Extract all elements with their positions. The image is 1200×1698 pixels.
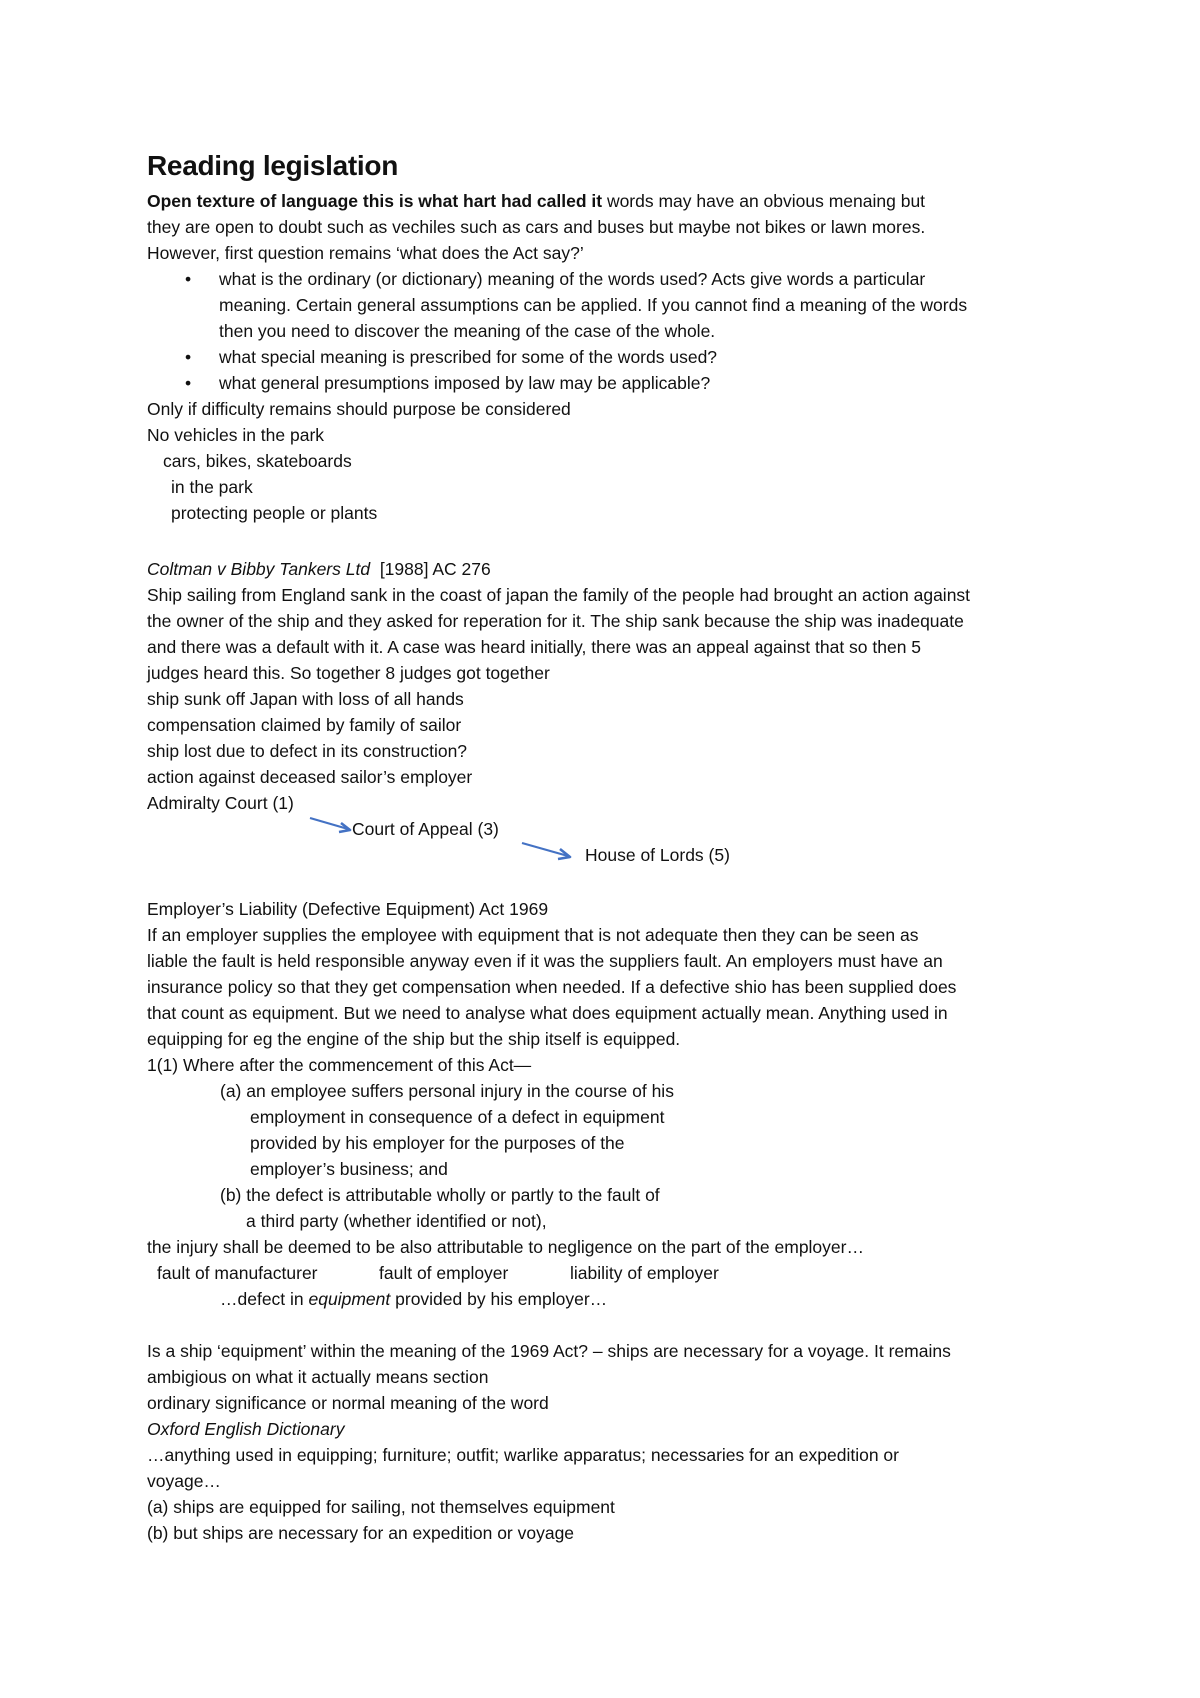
case-section bbox=[147, 556, 1077, 816]
act-para-line: insurance policy so that they get compensation when needed. If a defective shio has been supplied does bbox=[147, 977, 957, 997]
act-para-line: that count as equipment. But we need to analyse what does equipment actually mean. Anything used in bbox=[147, 1003, 948, 1023]
court-admiralty: Admiralty Court (1) bbox=[147, 793, 294, 813]
act-clause-a: employment in consequence of a defect in equipment bbox=[250, 1107, 665, 1127]
act-clause-b: (b) the defect is attributable wholly or partly to the fault of bbox=[220, 1185, 660, 1205]
case-para-line: Ship sailing from England sank in the coast of japan the family of the people had brought an action against bbox=[147, 585, 971, 605]
bullet-list bbox=[147, 266, 1077, 396]
question-line: ordinary significance or normal meaning of the word bbox=[147, 1393, 549, 1413]
bullet-dot: • bbox=[185, 347, 192, 367]
intro-bold-lead: Open texture of language this is what hart had called it bbox=[147, 191, 603, 211]
act-section bbox=[147, 896, 1077, 1312]
question-line: ambigious on what it actually means section bbox=[147, 1367, 489, 1387]
point-a: (a) ships are equipped for sailing, not themselves equipment bbox=[147, 1497, 615, 1517]
case-fact: action against deceased sailor’s employer bbox=[147, 767, 473, 787]
intro-line: they are open to doubt such as vechiles such as cars and buses but maybe not bikes or lawn mores. bbox=[147, 217, 926, 237]
case-para-line: the owner of the ship and they asked for reperation for it. The ship sank because the ship was inadequate bbox=[147, 611, 964, 631]
act-clause-a: (a) an employee suffers personal injury in the course of his bbox=[220, 1081, 674, 1101]
purpose-line: No vehicles in the park bbox=[147, 425, 325, 445]
act-para-line: If an employer supplies the employee with equipment that is not adequate then they can be seen as bbox=[147, 925, 919, 945]
act-section-1: 1(1) Where after the commencement of this Act— bbox=[147, 1055, 532, 1075]
case-name: Coltman v Bibby Tankers Ltd bbox=[147, 559, 371, 579]
arrow-icon bbox=[308, 812, 354, 836]
bullet-item bbox=[147, 344, 1077, 370]
intro-line: However, first question remains ‘what does the Act say?’ bbox=[147, 243, 584, 263]
case-para-line: and there was a default with it. A case was heard initially, there was an appeal against that so then 5 bbox=[147, 637, 922, 657]
fault-row bbox=[147, 1260, 1077, 1286]
act-clause-a: employer’s business; and bbox=[250, 1159, 448, 1179]
bullet-line: meaning. Certain general assumptions can be applied. If you cannot find a meaning of the words bbox=[219, 295, 968, 315]
purpose-line: Only if difficulty remains should purpose be considered bbox=[147, 399, 571, 419]
case-citation: [1988] AC 276 bbox=[379, 559, 491, 579]
act-para-line: liable the fault is held responsible anyway even if it was the suppliers fault. An employers must have an bbox=[147, 951, 943, 971]
purpose-section bbox=[147, 396, 1077, 526]
defect-pre: …defect in bbox=[220, 1289, 309, 1309]
court-lords: House of Lords (5) bbox=[585, 845, 730, 865]
oed-title: Oxford English Dictionary bbox=[147, 1419, 345, 1439]
bullet-line: what general presumptions imposed by law may be applicable? bbox=[219, 373, 711, 393]
act-clause-a: provided by his employer for the purposes of the bbox=[250, 1133, 625, 1153]
act-clause-b: a third party (whether identified or not), bbox=[246, 1211, 547, 1231]
case-para-line: judges heard this. So together 8 judges got together bbox=[147, 663, 550, 683]
case-fact: compensation claimed by family of sailor bbox=[147, 715, 462, 735]
defect-equipment: equipment bbox=[308, 1289, 391, 1309]
oed-definition: voyage… bbox=[147, 1471, 221, 1491]
court-appeal: Court of Appeal (3) bbox=[352, 819, 499, 839]
bullet-item bbox=[147, 266, 1077, 344]
oed-definition: …anything used in equipping; furniture; outfit; warlike apparatus; necessaries for an expedition or bbox=[147, 1445, 899, 1465]
bullet-line: what is the ordinary (or dictionary) meaning of the words used? Acts give words a particular bbox=[219, 269, 926, 289]
intro-rest: words may have an obvious menaing but bbox=[602, 191, 926, 211]
act-para-line: equipping for eg the engine of the ship but the ship itself is equipped. bbox=[147, 1029, 681, 1049]
bullet-dot: • bbox=[185, 373, 192, 393]
act-conclusion: the injury shall be deemed to be also attributable to negligence on the part of the employer… bbox=[147, 1237, 864, 1257]
purpose-line: protecting people or plants bbox=[171, 503, 378, 523]
page-title: Reading legislation bbox=[147, 150, 399, 181]
case-fact: ship lost due to defect in its construction? bbox=[147, 741, 468, 761]
bullet-dot: • bbox=[185, 269, 192, 289]
point-b: (b) but ships are necessary for an expedition or voyage bbox=[147, 1523, 575, 1543]
question-line: Is a ship ‘equipment’ within the meaning of the 1969 Act? – ships are necessary for a voyage. It remains bbox=[147, 1341, 951, 1361]
fault-item: liability of employer bbox=[570, 1263, 719, 1283]
purpose-line: cars, bikes, skateboards bbox=[163, 451, 352, 471]
act-title: Employer’s Liability (Defective Equipment) Act 1969 bbox=[147, 899, 549, 919]
purpose-line: in the park bbox=[171, 477, 253, 497]
case-fact: ship sunk off Japan with loss of all hands bbox=[147, 689, 464, 709]
intro-paragraph bbox=[147, 188, 1077, 266]
fault-item: fault of employer bbox=[379, 1263, 509, 1283]
fault-item: fault of manufacturer bbox=[157, 1263, 318, 1283]
bullet-item bbox=[147, 370, 1077, 396]
question-section bbox=[147, 1338, 1077, 1546]
bullet-line: what special meaning is prescribed for some of the words used? bbox=[219, 347, 718, 367]
defect-post: provided by his employer… bbox=[390, 1289, 608, 1309]
bullet-line: then you need to discover the meaning of the case of the whole. bbox=[219, 321, 716, 341]
arrow-icon bbox=[520, 838, 574, 862]
